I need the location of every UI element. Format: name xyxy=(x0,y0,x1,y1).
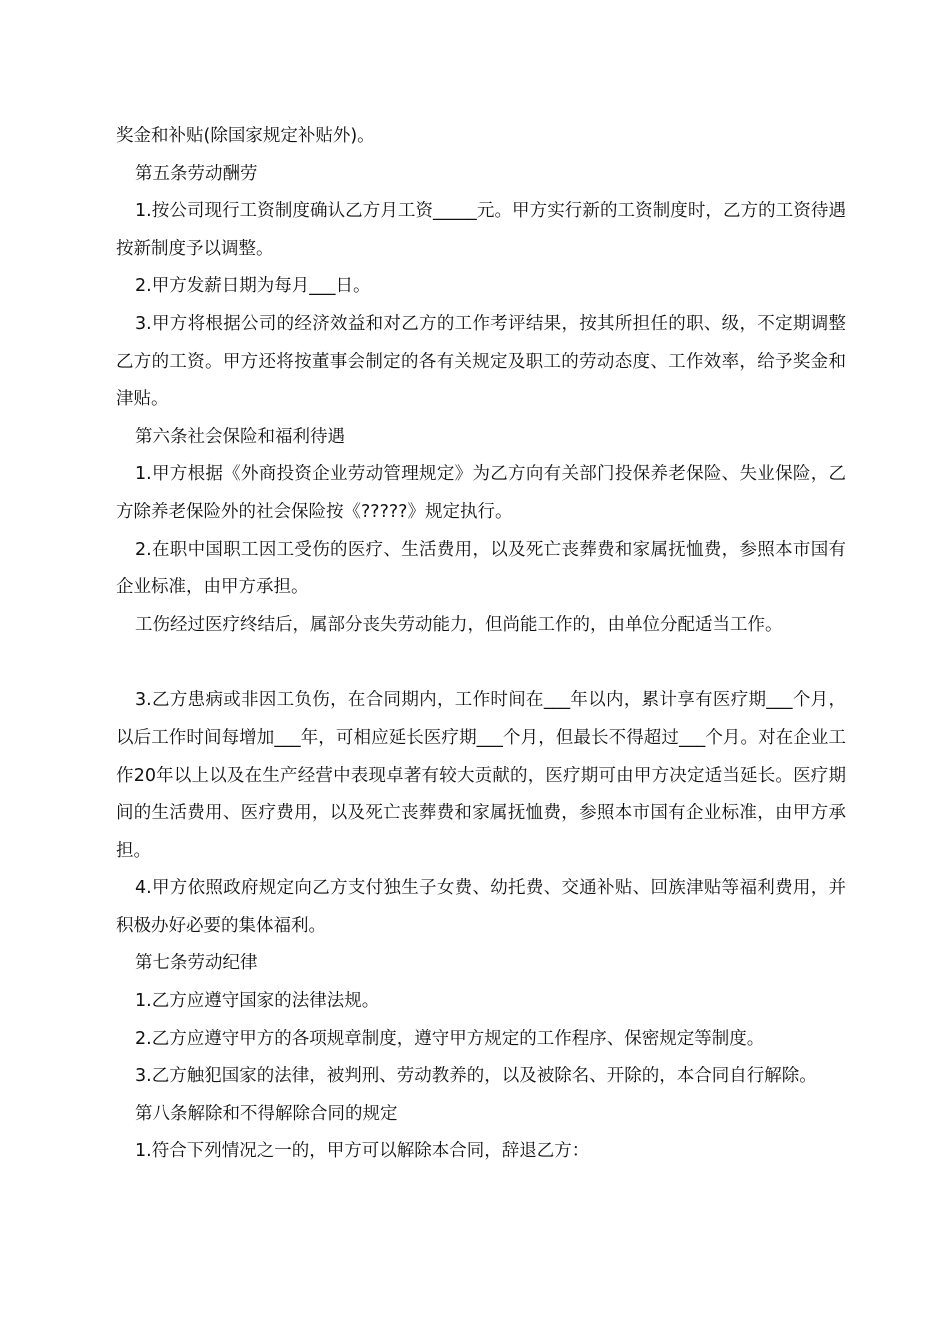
article-6-heading: 第六条社会保险和福利待遇 xyxy=(135,426,345,447)
paragraph-8-1: 1.符合下列情况之一的，甲方可以解除本合同，辞退乙方： xyxy=(135,1141,590,1162)
paragraph-bonus-continuation: 奖金和补贴(除国家规定补贴外)。 xyxy=(116,126,375,146)
paragraph-7-3: 3.乙方触犯国家的法律，被判刑、劳动教养的，以及被除名、开除的，本合同自行解除。 xyxy=(135,1066,817,1087)
article-8-heading: 第八条解除和不得解除合同的规定 xyxy=(135,1103,398,1124)
paragraph-5-1: 1.按公司现行工资制度确认乙方月工资_____元。甲方实行新的工资制度时，乙方的工资待遇按新制度予以调整。 xyxy=(116,201,846,259)
paragraph-7-1: 1.乙方应遵守国家的法律法规。 xyxy=(135,991,380,1012)
paragraph-6-4: 4.甲方依照政府规定向乙方支付独生子女费、幼托费、交通补贴、回族津贴等福利费用，并积极办好必要的集体福利。 xyxy=(116,878,846,936)
paragraph-5-3: 3.甲方将根据公司的经济效益和对乙方的工作考评结果，按其所担任的职、级，不定期调整乙方的工资。甲方还将按董事会制定的各有关规定及职工的劳动态度、工作效率，给予奖金和津贴。 xyxy=(116,313,846,410)
contract-text-body xyxy=(116,118,846,1171)
paragraph-6-3: 3.乙方患病或非因工负伤，在合同期内，工作时间在___年以内，累计享有医疗期___个月，以后工作时间每增加___年，可相应延长医疗期___个月，但最长不得超过___个月。对在企业工作20年以上以及在生产经营中表现卓著有较大贡献的，医疗期可由甲方决定适当延长。医疗期间的生活费用、医疗费用，以及死亡丧葬费和家属抚恤费，参照本市国有企业标准，由甲方承担。 xyxy=(116,690,846,861)
blank-line xyxy=(116,644,846,682)
article-7-heading: 第七条劳动纪律 xyxy=(135,953,258,974)
article-5-heading: 第五条劳动酬劳 xyxy=(135,163,258,184)
paragraph-7-2: 2.乙方应遵守甲方的各项规章制度，遵守甲方规定的工作程序、保密规定等制度。 xyxy=(135,1028,765,1049)
paragraph-6-2: 2.在职中国职工因工受伤的医疗、生活费用，以及死亡丧葬费和家属抚恤费，参照本市国有企业标准，由甲方承担。 xyxy=(116,539,846,598)
paragraph-6-2-note: 工伤经过医疗终结后，属部分丧失劳动能力，但尚能工作的，由单位分配适当工作。 xyxy=(135,614,783,635)
paragraph-5-2: 2.甲方发薪日期为每月___日。 xyxy=(135,276,371,297)
paragraph-6-1: 1.甲方根据《外商投资企业劳动管理规定》为乙方向有关部门投保养老保险、失业保险，乙方除养老保险外的社会保险按《?????》规定执行。 xyxy=(116,464,846,522)
